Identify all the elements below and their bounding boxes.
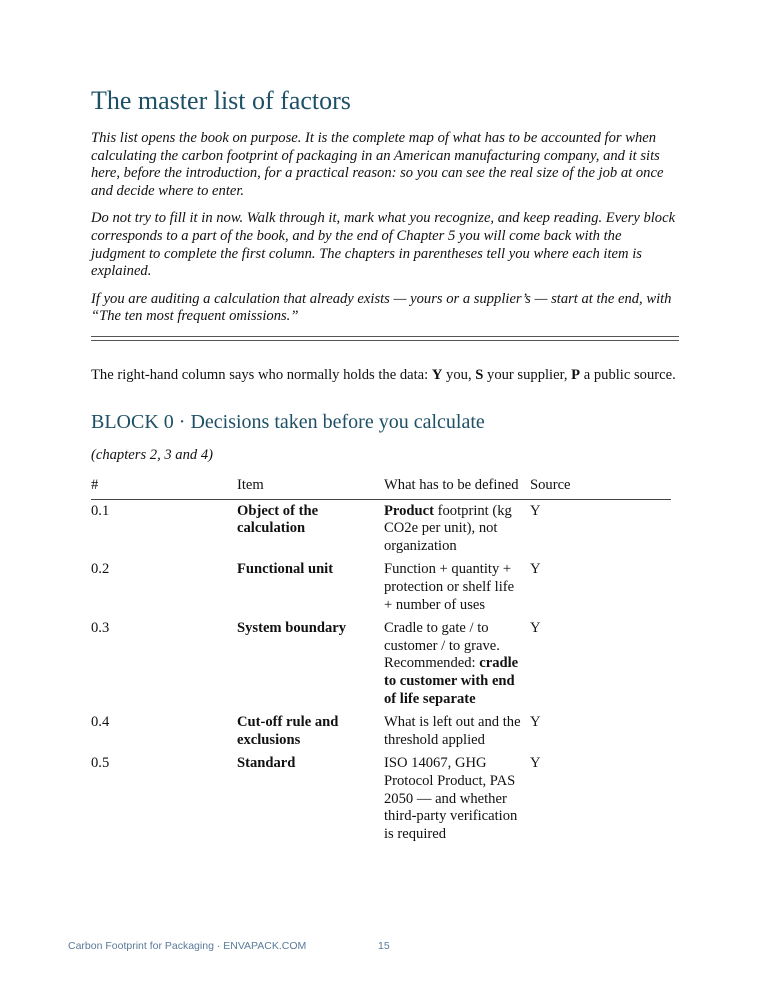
row-item: Standard [237,755,296,772]
row-definition [384,752,530,846]
intro-paragraph: This list opens the book on purpose. It is the complete map of what has to be accounted for when calculating the carbon footprint of packaging in an American manufacturing company, and it sits here, before the introduction, for a practical reason: so you can see the real size of the job at once and decide where to enter. [91,130,664,199]
source-code-p: P [571,367,581,383]
row-item: Cut-off rule and exclusions [237,714,339,748]
row-number: 0.4 [91,714,110,731]
row-number: 0.1 [91,502,110,519]
intro-paragraph: Do not try to fill it in now. Walk through it, mark what you recognize, and keep reading. Every block corresponds to a part of the book, and by the end of Chapter 5 you will come back with the judgment to complete the first column. The chapters in parentheses tell you where each item is explained. [91,210,676,280]
definition-bold: Product [384,502,434,519]
source-note-text: a public source. [580,367,676,383]
row-number: 0.5 [91,755,110,772]
column-header-number: # [91,477,99,493]
row-source: Y [530,755,541,772]
table-header-row [91,477,671,499]
column-header-source: Source [530,477,571,493]
row-source: Y [530,620,541,637]
intro-paragraph: If you are auditing a calculation that already exists — yours or a supplier’s — start at the end, with “The ten most frequent omissions.” [91,290,672,325]
source-note-text: The right-hand column says who normally holds the data: [91,367,432,383]
source-note-text: you, [442,367,476,383]
table-row [91,617,671,711]
definition-text: Function + quantity + protection or shelf life + number of uses [384,561,515,613]
intro [91,130,679,326]
row-number: 0.3 [91,620,110,637]
row-item: Object of the calculation [237,502,319,537]
row-source: Y [530,502,541,519]
table-row [91,711,671,752]
footer-text: Carbon Footprint for Packaging · ENVAPACK.COM [68,940,307,952]
column-header-definition: What has to be defined [384,477,519,493]
row-item: Functional unit [237,561,334,578]
row-number: 0.2 [91,561,110,578]
definition-text: Cradle to gate / to customer / to grave. Recommended: [384,620,500,672]
table-row [91,752,671,846]
table-row [91,499,671,558]
page-title: The master list of factors [91,86,351,115]
row-source: Y [530,561,541,578]
row-definition [384,558,530,617]
double-rule-divider [91,336,679,341]
source-code-y: Y [431,367,443,383]
definition-text: footprint (kg CO2e per unit), not organization [384,502,512,554]
row-source: Y [530,714,541,731]
page-number: 15 [378,940,390,952]
row-definition [384,617,530,711]
source-code-s: S [475,367,484,383]
column-header-item: Item [237,477,264,493]
row-definition [384,711,530,752]
block-heading: BLOCK 0 · Decisions taken before you calculate [91,411,485,433]
row-definition [384,499,530,558]
definition-text: ISO 14067, GHG Protocol Product, PAS 2050 — and whether third-party verification is required [384,755,518,842]
row-item: System boundary [237,620,347,637]
table-row [91,558,671,617]
source-note [91,367,679,385]
source-note-text: your supplier, [483,367,572,383]
definition-text: What is left out and the threshold applied [384,714,521,748]
block-chapters: (chapters 2, 3 and 4) [91,447,214,463]
factors-table [91,477,671,846]
definition-bold: cradle to customer with end of life separate [384,655,519,707]
